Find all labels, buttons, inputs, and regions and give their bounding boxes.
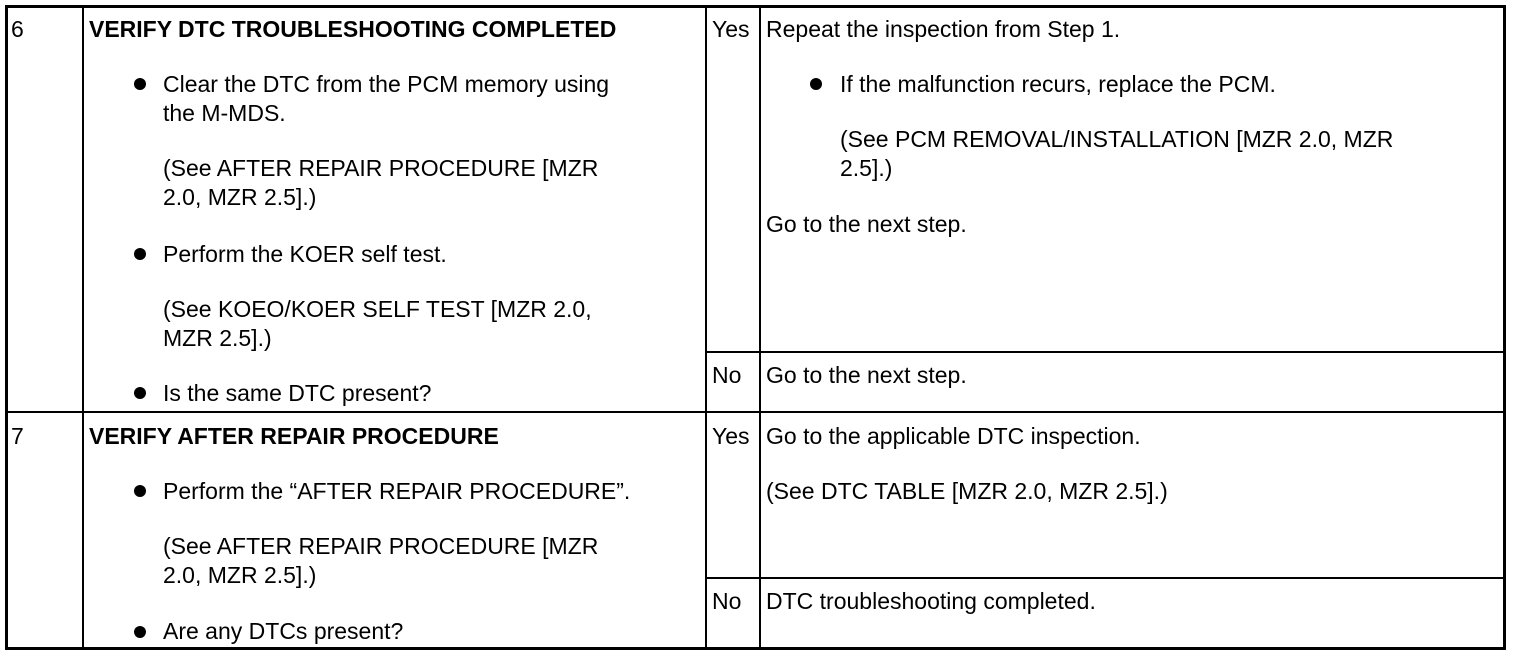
column-divider-step (82, 5, 84, 650)
column-divider-answer (705, 5, 707, 650)
instruction-text: Clear the DTC from the PCM memory using (163, 71, 610, 97)
result-text: Go to the applicable DTC inspection. (766, 423, 1141, 449)
reference-link[interactable]: (See AFTER REPAIR PROCEDURE [MZR (163, 155, 599, 181)
step-number: 7 (11, 423, 24, 449)
column-divider-result (759, 5, 761, 650)
result-text: DTC troubleshooting completed. (766, 588, 1096, 614)
row-divider-6-7 (5, 411, 1506, 413)
row-6-yes-no-divider (705, 351, 1506, 353)
instruction-text: Perform the KOER self test. (163, 241, 447, 267)
bullet-icon (134, 78, 146, 90)
answer-yes: Yes (712, 16, 750, 42)
instruction-text: the M-MDS. (163, 100, 286, 126)
step-title: VERIFY AFTER REPAIR PROCEDURE (89, 423, 499, 449)
bullet-icon (134, 387, 146, 399)
result-text: Go to the next step. (766, 362, 967, 388)
answer-yes: Yes (712, 423, 750, 449)
question-text: Is the same DTC present? (163, 380, 432, 406)
step-title: VERIFY DTC TROUBLESHOOTING COMPLETED (89, 16, 617, 42)
reference-link[interactable]: 2.0, MZR 2.5].) (163, 184, 317, 210)
answer-no: No (712, 588, 742, 614)
result-text: If the malfunction recurs, replace the PCM. (840, 71, 1276, 97)
bullet-icon (134, 626, 146, 638)
reference-link[interactable]: MZR 2.5].) (163, 325, 272, 351)
reference-link[interactable]: (See DTC TABLE [MZR 2.0, MZR 2.5].) (766, 478, 1168, 504)
bullet-icon (134, 485, 146, 497)
instruction-text: Perform the “AFTER REPAIR PROCEDURE”. (163, 478, 631, 504)
result-text: Go to the next step. (766, 211, 967, 237)
reference-link[interactable]: (See KOEO/KOER SELF TEST [MZR 2.0, (163, 296, 592, 322)
reference-link[interactable]: 2.0, MZR 2.5].) (163, 562, 317, 588)
step-number: 6 (11, 16, 24, 42)
row-7-yes-no-divider (705, 577, 1506, 579)
answer-no: No (712, 362, 742, 388)
bullet-icon (810, 78, 822, 90)
bullet-icon (134, 248, 146, 260)
result-text: Repeat the inspection from Step 1. (766, 16, 1121, 42)
reference-link[interactable]: (See PCM REMOVAL/INSTALLATION [MZR 2.0, MZR (840, 126, 1394, 152)
reference-link[interactable]: 2.5].) (840, 155, 893, 181)
reference-link[interactable]: (See AFTER REPAIR PROCEDURE [MZR (163, 533, 599, 559)
question-text: Are any DTCs present? (163, 618, 404, 644)
